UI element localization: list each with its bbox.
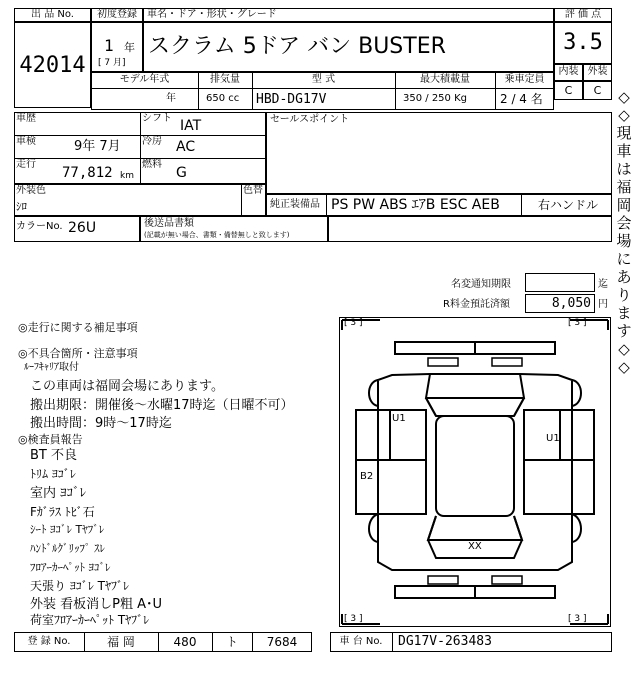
chassis-label: 車 台 No. bbox=[339, 636, 383, 647]
inspector-line-9: 荷室ﾌﾛｱｰｶｰﾍﾟｯﾄ Tﾔﾌﾞﾚ bbox=[30, 613, 150, 627]
side-char: ま bbox=[616, 304, 632, 322]
lot-number: 42014 bbox=[19, 53, 86, 78]
corner-bl: [ 3 ] bbox=[344, 614, 363, 624]
first-reg-month: [ 7 月] bbox=[98, 58, 126, 68]
color-change-label: 色替 bbox=[243, 185, 263, 196]
reg-label: 登 録 No. bbox=[27, 636, 71, 647]
inspector-line-6: ﾌﾛｱｰｶｰﾍﾟｯﾄ ﾖｺﾞﾚ bbox=[30, 561, 111, 574]
type-label: 型 式 bbox=[311, 74, 336, 85]
chassis-div bbox=[392, 632, 393, 652]
model-year-label: モデル年式 bbox=[119, 74, 170, 85]
defect-line-1: この車両は福岡会場にあります。 bbox=[30, 379, 224, 394]
side-char: ◇ bbox=[618, 88, 630, 106]
reg-number: 7684 bbox=[266, 635, 298, 649]
side-char: 岡 bbox=[616, 196, 632, 214]
shift-value: IAT bbox=[180, 118, 202, 134]
aftermarket-value-box bbox=[328, 216, 612, 242]
side-char: ◇ bbox=[618, 106, 630, 124]
mark-u1-left: U1 bbox=[392, 413, 406, 424]
deadline-value-box bbox=[525, 273, 595, 292]
equip-divider-2 bbox=[521, 194, 522, 216]
score-label: 評 価 点 bbox=[564, 9, 602, 20]
model-year-unit: 年 bbox=[166, 93, 176, 104]
model-label: 車名・ドア・形状・グレード bbox=[147, 9, 277, 20]
fuel-label: 燃料 bbox=[142, 159, 162, 170]
displacement-label: 排気量 bbox=[210, 74, 240, 85]
reg-class: 480 bbox=[173, 635, 197, 649]
corner-tr: [ 3 ] bbox=[568, 318, 587, 328]
ext-color-box bbox=[14, 184, 266, 216]
mark-u1-right: U1 bbox=[546, 433, 560, 444]
corner-tl: [ 3 ] bbox=[344, 318, 363, 328]
handle-value: 右ハンドル bbox=[538, 198, 599, 212]
history-label: 車歴 bbox=[16, 113, 36, 124]
driving-heading: ◎走行に関する補足事項 bbox=[18, 321, 138, 334]
reg-kana: ト bbox=[225, 635, 238, 649]
sales-point-label: セールスポイント bbox=[270, 114, 350, 125]
inspection-value: 9年 7月 bbox=[74, 139, 121, 154]
inspector-line-2: 室内 ﾖｺﾞﾚ bbox=[30, 486, 87, 501]
max-load: 350 / 250 Kg bbox=[403, 93, 467, 104]
spec-row-divider bbox=[91, 88, 554, 89]
car-outline bbox=[340, 318, 610, 626]
corner-br: [ 3 ] bbox=[568, 614, 587, 624]
defect-line-3: 搬出時間：9時～17時迄 bbox=[30, 416, 172, 431]
lot-label: 出 品 No. bbox=[31, 9, 74, 20]
inspector-line-3: Fｶﾞﾗｽ ﾄﾋﾞ石 bbox=[30, 505, 95, 519]
aftermarket-label: 後送品書類 bbox=[144, 218, 194, 229]
side-char: ◇ bbox=[618, 358, 630, 376]
side-char: 場 bbox=[616, 232, 632, 250]
interior-label: 内装 bbox=[558, 66, 579, 77]
score: 3.5 bbox=[563, 30, 603, 55]
exterior-label: 外装 bbox=[587, 66, 608, 77]
color-no-label: カラーNo. bbox=[16, 221, 63, 232]
inspector-heading: ◎検査員報告 bbox=[18, 433, 83, 446]
defect-line-2: 搬出期限：開催後～水曜17時迄（日曜不可） bbox=[30, 398, 294, 413]
capacity-label: 乗車定員 bbox=[504, 74, 545, 85]
ac-label: 冷房 bbox=[142, 136, 162, 147]
ext-color-divider bbox=[241, 184, 242, 216]
mark-xx: XX bbox=[468, 541, 482, 552]
side-char: 現 bbox=[616, 124, 632, 142]
reg-place: 福 岡 bbox=[107, 635, 135, 649]
max-load-label: 最大積載量 bbox=[420, 74, 470, 85]
first-reg-year: 1 bbox=[104, 36, 114, 55]
inspection-label: 車検 bbox=[16, 136, 36, 147]
shift-label: シフト bbox=[142, 113, 172, 124]
exterior-grade: C bbox=[593, 84, 602, 97]
displacement: 650 cc bbox=[206, 93, 240, 104]
inspector-line-7: 天張り ﾖｺﾞﾚ Tﾔﾌﾞﾚ bbox=[30, 579, 129, 593]
car-diagram bbox=[339, 317, 611, 627]
side-char: す bbox=[616, 322, 632, 340]
recycle-unit: 円 bbox=[598, 299, 608, 310]
side-notice bbox=[612, 88, 636, 376]
defect-line-0: ﾙｰﾌｷｬﾘｱ取付 bbox=[24, 362, 79, 373]
side-char: に bbox=[616, 250, 632, 268]
aftermarket-note: (記載が無い場合、書類・備替無しと致します) bbox=[144, 231, 290, 239]
recycle-value: 8,050 bbox=[551, 296, 591, 311]
type: HBD-DG17V bbox=[256, 92, 327, 107]
defect-heading: ◎不具合箇所・注意事項 bbox=[18, 347, 138, 360]
equipment-value: PS PW ABS ｴｱB ESC AEB bbox=[331, 197, 500, 213]
side-char: は bbox=[616, 160, 632, 178]
side-char: 車 bbox=[616, 142, 632, 160]
ext-color-label: 外装色 bbox=[16, 185, 46, 196]
chassis-no: DG17V-263483 bbox=[398, 634, 492, 649]
equip-divider-1 bbox=[326, 194, 327, 216]
inspector-line-4: ｼｰﾄ ﾖｺﾞﾚ Tﾔﾌﾞﾚ bbox=[30, 523, 105, 536]
details-col-mid bbox=[140, 112, 141, 184]
mileage-label: 走行 bbox=[16, 159, 36, 170]
ac-value: AC bbox=[176, 139, 196, 155]
side-char: り bbox=[616, 286, 632, 304]
inspector-line-1: ﾄﾘﾑ ﾖｺﾞﾚ bbox=[30, 467, 76, 481]
side-char: 福 bbox=[616, 178, 632, 196]
capacity: 2 / 4 名 bbox=[500, 92, 543, 106]
mark-b2: B2 bbox=[360, 471, 374, 482]
inspector-line-0: BT 不良 bbox=[30, 448, 77, 463]
color-no-value: 26U bbox=[68, 220, 97, 236]
deadline-suffix: 迄 bbox=[598, 279, 608, 290]
inspector-line-8: 外装 看板消しP粗 A･U bbox=[30, 597, 163, 612]
inspector-line-5: ﾊﾝﾄﾞﾙｸﾞﾘｯﾌﾟ ｽﾚ bbox=[30, 542, 105, 555]
mileage-value: 77,812 bbox=[62, 165, 113, 181]
equip-label: 純正装備品 bbox=[270, 199, 320, 210]
first-reg-label: 初度登録 bbox=[97, 9, 137, 20]
ext-color-value: ｼﾛ bbox=[16, 200, 27, 213]
first-reg-year-unit: 年 bbox=[124, 41, 135, 54]
side-char: 会 bbox=[616, 214, 632, 232]
interior-grade: C bbox=[564, 84, 573, 97]
deadline-label: 名変通知期限 bbox=[451, 279, 511, 290]
recycle-label: R料金預託済額 bbox=[443, 299, 510, 310]
mileage-unit: km bbox=[120, 171, 134, 181]
side-char: ◇ bbox=[618, 340, 630, 358]
model-name: スクラム 5ドア バン BUSTER bbox=[148, 34, 446, 59]
side-char: あ bbox=[616, 268, 632, 286]
fuel-value: G bbox=[176, 165, 187, 181]
